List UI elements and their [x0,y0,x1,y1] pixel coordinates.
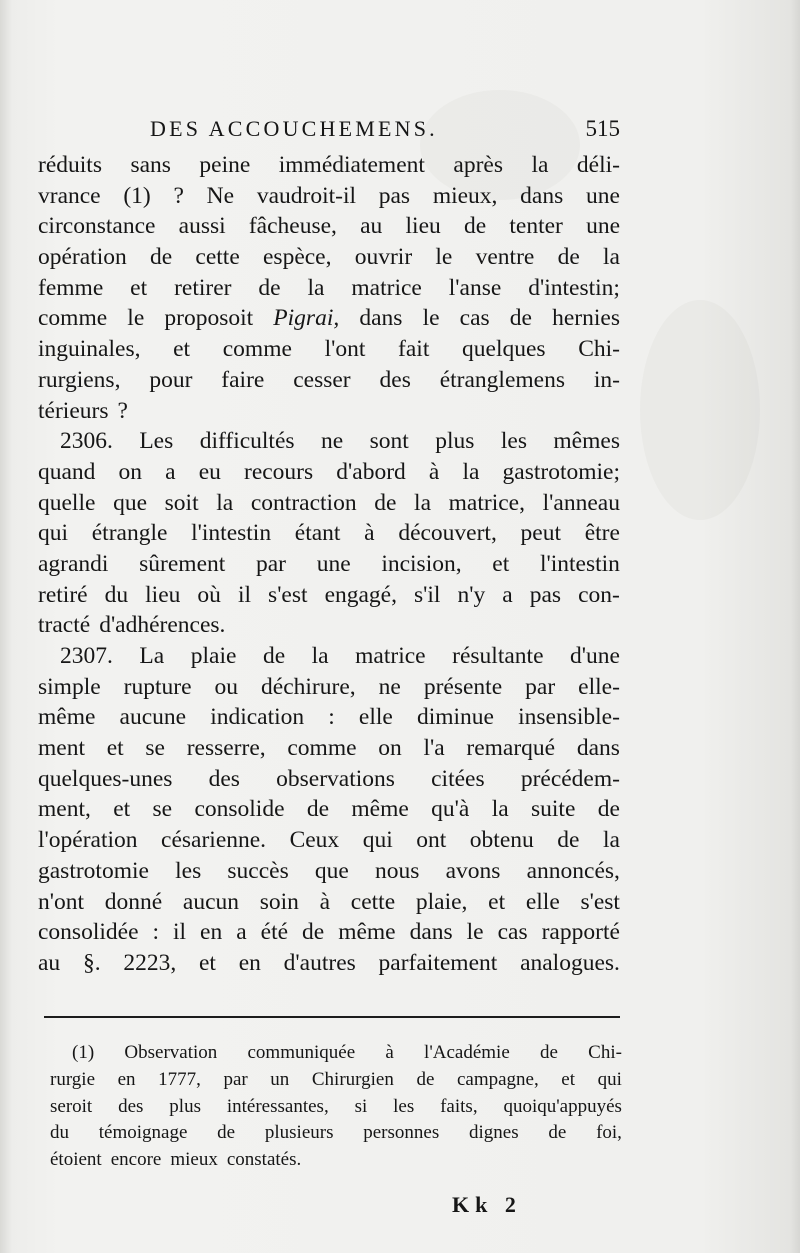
word: qui [38,520,69,547]
word: étrangle [91,520,168,547]
word: proposoit [164,305,254,332]
word: à [319,888,331,915]
text-line [38,150,620,181]
word: circonstance [38,213,156,240]
word: inguinales, [38,336,141,363]
word: consolide [194,796,285,823]
word: et [492,550,510,577]
word: suite [531,796,576,823]
word: : [328,704,335,731]
word: §. [82,949,101,976]
word: pour [149,366,193,393]
text-line [38,426,620,457]
word: le [435,244,453,271]
word: après [453,152,503,178]
word: de [374,489,397,516]
word: même [338,919,396,946]
word: gastrotomie [38,857,149,884]
word: elle [525,888,560,915]
word: la [311,643,329,669]
word: résultante [452,643,544,669]
word: Pigrai, [273,305,340,332]
word: de [463,213,487,240]
word: rurgie [50,1068,96,1090]
footnote [50,1040,622,1174]
word: déli- [576,152,620,178]
word: cas [497,919,528,946]
word: l'anse [448,274,502,301]
text-line [38,825,620,856]
word: intéressantes, [226,1095,329,1117]
word: de [262,643,286,669]
page-number: 515 [585,116,620,141]
word: il [237,581,252,608]
word: mieux, [432,182,498,209]
word: césarienne. [161,827,267,854]
word: de [548,1122,567,1144]
footnote-line [50,1094,622,1121]
word: le [466,919,484,946]
word: peine [199,152,251,178]
word: ouvrir [354,244,413,271]
word: au [38,949,61,976]
word: la [216,489,234,516]
word: plaie [190,643,237,669]
word: 2223, [123,949,177,976]
word: térieurs [38,397,109,424]
word: se [152,796,173,823]
text-line [38,580,620,611]
word: d'autres [283,949,356,976]
word: en [117,1068,136,1090]
word: qui [597,1068,622,1090]
word: sans [130,152,171,178]
signature-mark: Kk 2 [452,1192,522,1217]
word: diminue [416,704,494,731]
word: la [602,827,620,854]
word: avons [445,857,501,884]
word: un [270,1068,290,1090]
word: ment [38,735,85,762]
word: Chi- [578,336,620,363]
word: immédiatement [278,152,425,178]
word: où [197,581,221,608]
text-line [38,948,620,979]
word: retiré [38,581,88,608]
word: matrice, [448,489,525,516]
word: qu'à [431,796,470,823]
text-line [38,273,620,304]
footnote-line [50,1067,622,1094]
word: a [236,919,247,946]
running-head-title: DES ACCOUCHEMENS. [150,116,438,141]
text-line [38,549,620,580]
word: lieu [145,581,181,608]
footnote-line [50,1147,622,1174]
word: indication [210,704,305,731]
word: si [354,1095,368,1117]
footnote-rule [44,1016,620,1018]
word: Chirurgien [311,1068,394,1090]
word: en [200,919,223,946]
paper-stain [640,300,760,520]
text-line [38,181,620,212]
word: agrandi [38,550,109,577]
word: ? [173,182,184,209]
word: ont [416,827,447,854]
word: gastrotomie; [502,458,620,485]
word: obtenu [469,827,534,854]
word: ventre [475,244,535,271]
word: dans [409,919,453,946]
word: nous [375,857,420,884]
word: l'intestin [191,520,272,547]
word: Observation [124,1042,218,1063]
text-line [38,610,620,641]
word: de [416,1068,435,1090]
word: de [302,919,325,946]
word: et [198,949,216,976]
word: peut [520,520,562,547]
word: l'opération [38,827,138,854]
word: étoient [50,1149,102,1171]
word: ne [378,673,401,700]
word: tenter [509,213,563,240]
word: des [208,765,240,792]
word: fait [398,336,430,363]
word: ou [214,673,239,700]
word: quelques [462,336,546,363]
word: de [557,827,580,854]
word: qui [362,827,393,854]
word: comme [222,336,292,363]
text-line [38,365,620,396]
text-line [38,518,620,549]
word: consolidée [38,919,139,946]
word: seroit [50,1095,93,1117]
word: La [139,643,165,669]
word: sont [369,428,409,455]
word: la [491,796,509,823]
word: la [414,489,432,516]
word: foi, [596,1122,622,1144]
word: déchirure, [261,673,356,700]
word: espèce, [263,244,332,271]
word: s'est [580,888,620,915]
word: cette [195,244,240,271]
word: même [38,704,96,731]
word: au [360,213,383,240]
word: campagne, [456,1068,539,1090]
text-line [38,794,620,825]
text-line [38,733,620,764]
word: comme [38,305,108,332]
word: pas [529,581,562,608]
word: in- [593,366,620,393]
word: citées [431,765,485,792]
word: soin [259,888,299,915]
word: resserre, [186,735,266,762]
text-line [38,672,620,703]
word: communiquée [247,1042,356,1063]
word: de [509,305,532,332]
word: étant [294,520,341,547]
text-line [38,488,620,519]
word: cesser [293,366,351,393]
word: tracté [38,612,91,639]
word: mêmes [553,428,620,455]
word: de [217,1122,236,1144]
word: Ceux [289,827,340,854]
word: l'Académie [424,1042,510,1063]
word: et [488,888,506,915]
running-head [150,116,620,150]
word: soit [164,489,199,516]
text-line [38,457,620,488]
word: contraction [250,489,357,516]
word: étranglemens [439,366,565,393]
word: encore [110,1149,162,1171]
word: n'y [457,581,486,608]
word: succès [227,857,289,884]
word: matrice [355,643,426,669]
word: quand [38,458,96,485]
word: quelle [38,489,96,516]
word: une [586,213,620,240]
word: même [351,796,409,823]
text-line [38,334,620,365]
text-line [38,887,620,918]
word: et [561,1068,576,1090]
word: mieux [170,1149,218,1171]
word: elle- [578,673,620,700]
word: Chi- [588,1042,622,1063]
word: ? [117,397,128,424]
word: faire [221,366,265,393]
word: eu [198,458,221,485]
word: Les [139,428,174,455]
word: en [238,949,261,976]
word: de [149,244,173,271]
word: par [255,550,286,577]
word: de [557,244,580,271]
word: s'il [414,581,441,608]
word: réduits [38,152,102,178]
word: et [130,274,148,301]
word: des [118,1095,144,1117]
word: recours [244,458,314,485]
word: aucune [119,704,187,731]
word: se [145,735,165,762]
word: difficultés [199,428,295,455]
word: comme [287,735,357,762]
text-line [38,396,620,427]
word: précédem- [520,765,620,792]
word: ne [320,428,344,455]
word: aucun [182,888,240,915]
word: fâcheuse, [248,213,337,240]
word: faits, [440,1095,478,1117]
word: Ne [206,182,235,209]
word: on [378,735,402,762]
word: dans [520,182,564,209]
word: les [500,428,527,455]
text-line [38,917,620,948]
text-line [38,641,620,672]
word: et [113,796,131,823]
word: constatés. [226,1149,302,1171]
word: de [597,796,620,823]
word: d'abord [336,458,406,485]
word: l'anneau [542,489,620,516]
word: aussi [178,213,226,240]
word: a [502,581,513,608]
word: simple [38,673,101,700]
text-line [38,764,620,795]
word: des [379,366,411,393]
word: sûrement [139,550,226,577]
word: par [525,673,556,700]
word: que [314,857,349,884]
word: 1777, [158,1068,201,1090]
word: de [306,796,330,823]
text-line [38,242,620,273]
word: une [585,182,620,209]
word: cas [459,305,490,332]
word: il [173,919,187,946]
word: a [165,458,176,485]
word: dans [576,735,620,762]
word: analogues. [520,949,620,976]
word: : [152,919,160,946]
word: à [364,520,375,547]
word: s'est [268,581,308,608]
word: annoncés, [526,857,620,884]
word: donné [104,888,163,915]
text-line [38,702,620,733]
word: (1) [72,1042,95,1063]
word: engagé, [324,581,397,608]
word: plus [435,428,475,455]
word: vrance [38,182,101,209]
footnote-line [50,1040,622,1067]
word: le [127,305,145,332]
word: de [258,274,281,301]
text-line [38,856,620,887]
word: pas [378,182,411,209]
word: rurgiens, [38,366,121,393]
word: les [393,1095,415,1117]
word: les [175,857,202,884]
word: n'ont [38,888,85,915]
word: insensible- [518,704,620,731]
word: à [428,458,440,485]
word: du [104,581,129,608]
word: ment, [38,796,91,823]
word: à [385,1042,394,1063]
word: rapporté [541,919,620,946]
word: quoiqu'appuyés [503,1095,622,1117]
word: la [462,458,480,485]
word: (1) [123,182,151,209]
word: dignes [469,1122,519,1144]
word: le [422,305,440,332]
word: con- [578,581,620,608]
footnote-line [50,1120,622,1147]
word: plus [169,1095,201,1117]
word: et [106,735,124,762]
word: plaie, [415,888,468,915]
word: cette [350,888,396,915]
word: témoignage [98,1122,188,1144]
word: l'intestin [539,550,620,577]
word: 2307. [60,643,113,669]
word: rupture [123,673,192,700]
body-text [38,150,620,979]
word: vaudroit-il [256,182,357,209]
word: observations [276,765,395,792]
word: opération [38,244,127,271]
word: par [223,1068,248,1090]
word: été [260,919,289,946]
word: hernies [552,305,620,332]
word: être [584,520,620,547]
word: la [602,244,620,271]
word: une [316,550,351,577]
word: d'intestin; [528,274,620,301]
word: la [531,152,549,178]
word: présente [423,673,503,700]
word: d'adhérences. [99,612,226,639]
word: la [307,274,325,301]
word: elle [358,704,393,731]
word: retirer [174,274,232,301]
word: d'une [570,643,620,669]
word: du [50,1122,69,1144]
word: personnes [363,1122,440,1144]
word: que [113,489,147,516]
word: quelques-unes [38,765,173,792]
word: on [118,458,143,485]
word: remarqué [466,735,556,762]
word: et [173,336,191,363]
word: l'ont [324,336,366,363]
word: l'a [423,735,445,762]
word: matrice [351,274,422,301]
text-line [38,211,620,242]
text-line [38,303,620,334]
word: de [540,1042,558,1063]
word: dans [359,305,403,332]
word: parfaitement [378,949,498,976]
word: 2306. [60,428,113,455]
word: découvert, [398,520,497,547]
word: plusieurs [264,1122,334,1144]
word: femme [38,274,104,301]
word: incision, [381,550,462,577]
word: lieu [405,213,441,240]
